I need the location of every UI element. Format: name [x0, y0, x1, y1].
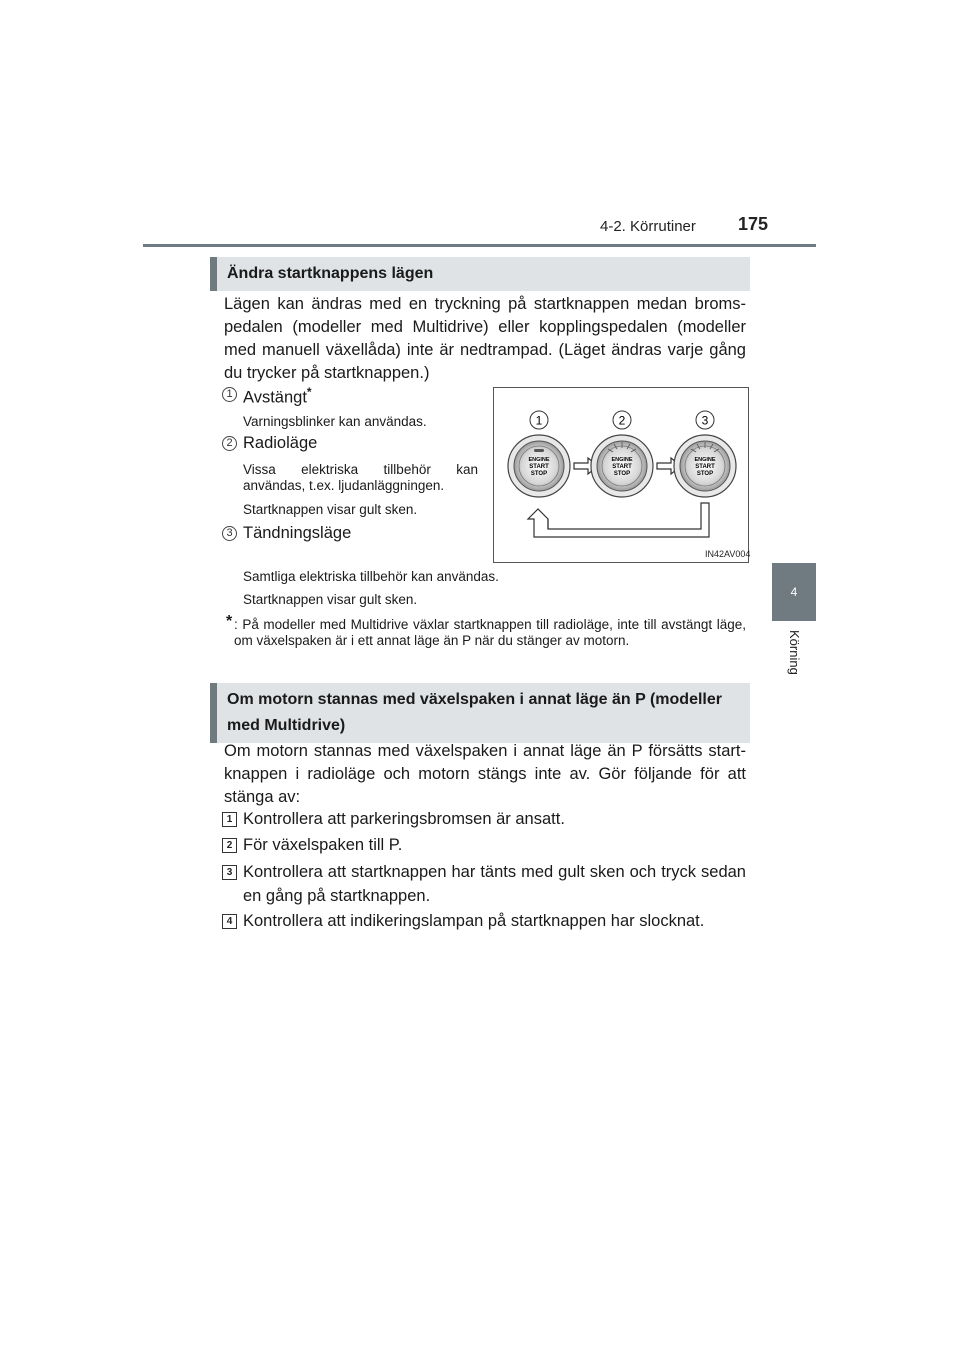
chapter-label: Körning: [787, 630, 802, 675]
item-number: 2: [222, 436, 237, 451]
svg-text:STOP: STOP: [530, 471, 548, 477]
svg-text:ENGINE: ENGINE: [694, 457, 716, 463]
section-title: 4-2. Körrutiner: [600, 218, 696, 235]
svg-text:START: START: [612, 464, 632, 470]
step-text: Kontrollera att indikeringslampan på startknappen har slocknat.: [243, 912, 705, 930]
start-button-ignition: [674, 435, 736, 497]
start-button-figure: [493, 387, 749, 563]
svg-text:1: 1: [535, 413, 543, 428]
svg-text:ENGINE: ENGINE: [528, 457, 550, 463]
item-description: Varningsblinker kan användas.: [243, 414, 427, 429]
item-description: Vissa elektriska tillbehör kan användas, t.ex. ljudanläggningen.: [243, 462, 478, 493]
svg-text:2: 2: [618, 413, 626, 428]
step-text: Kontrollera att startknappen har tänts med gult sken och tryck sedan en gång på startknappen.: [243, 863, 746, 905]
svg-text:ENGINE: ENGINE: [611, 457, 633, 463]
section-heading: [210, 683, 750, 743]
step-number: 1: [222, 812, 237, 827]
svg-text:STOP: STOP: [696, 471, 714, 477]
item-description: Samtliga elektriska tillbehör kan användas.: [243, 569, 499, 584]
item-title: [243, 385, 312, 408]
return-arrow-icon: [528, 502, 710, 548]
item-number: 3: [222, 526, 237, 541]
state-label-1: [530, 411, 548, 429]
svg-text:3: 3: [701, 413, 709, 428]
svg-text:START: START: [695, 464, 715, 470]
section-heading-text: Ändra startknappens lägen: [227, 265, 434, 282]
state-label-2: [613, 411, 631, 429]
svg-text:STOP: STOP: [613, 471, 631, 477]
step-text: Kontrollera att parkeringsbromsen är ansatt.: [243, 810, 565, 828]
figure-code: IN42AV004: [705, 549, 751, 559]
footnote-marker: *: [306, 385, 312, 399]
start-button-diagram: [494, 388, 751, 562]
footnote-marker: *: [226, 613, 233, 630]
chapter-number: 4: [790, 585, 798, 599]
footnote-text: : På modeller med Multidrive växlar startknappen till radioläge, inte till avstängt läge, om växelspaken är i ett annat läge än P när du stänger av motorn.: [234, 617, 746, 648]
intro-paragraph: Lägen kan ändras med en tryckning på startknappen medan broms- pedalen (modeller med Multidrive) eller kopplingspedalen (modeller med manuell växellåda) inte är nedtrampad. (Läget ändras varje gång du trycker på startknappen.): [224, 295, 746, 382]
step-number: 2: [222, 838, 237, 853]
item-title: Tändningsläge: [243, 524, 352, 542]
start-button-radio: [591, 435, 653, 497]
page-number: 175: [738, 214, 769, 234]
item-description: Startknappen visar gult sken.: [243, 592, 418, 607]
item-description: Startknappen visar gult sken.: [243, 502, 418, 517]
start-button-off: [508, 435, 570, 497]
section-heading: [210, 257, 750, 291]
item-title-text: Avstängt: [243, 388, 307, 407]
svg-text:START: START: [529, 464, 549, 470]
item-title: Radioläge: [243, 434, 318, 452]
chapter-tab: [772, 563, 816, 621]
header-rule: [143, 244, 816, 247]
item-number: 1: [222, 387, 237, 402]
step-number: 3: [222, 865, 237, 880]
step-number: 4: [222, 914, 237, 929]
section-heading-text: Om motorn stannas med växelspaken i annat läge än P (modeller med Multidrive): [227, 691, 722, 734]
intro-paragraph: Om motorn stannas med växelspaken i annat läge än P försätts start- knappen i radioläge och motorn stängs inte av. Gör följande för att stänga av:: [224, 742, 746, 806]
step-text: För växelspaken till P.: [243, 836, 403, 854]
state-label-3: [696, 411, 714, 429]
